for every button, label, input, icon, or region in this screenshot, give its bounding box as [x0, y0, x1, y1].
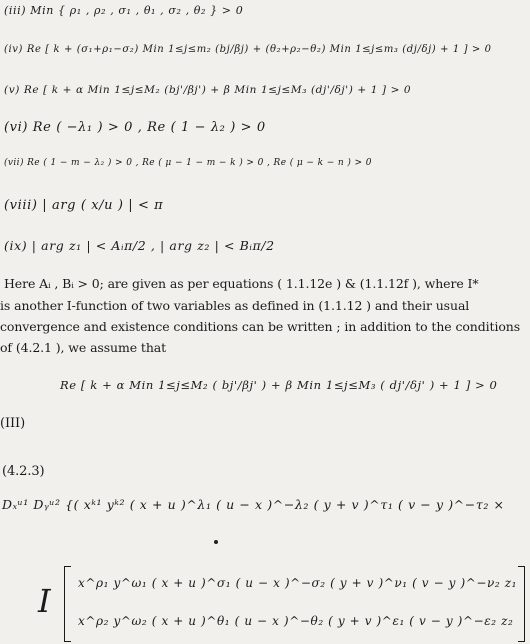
- matrix-symbol: I: [38, 582, 51, 620]
- right-bracket: [518, 566, 525, 642]
- condition-v: (v) Re [ k + α Min 1≤j≤M₂ (bj'/βj') + β Min 1≤j≤M₃ (dj'/δj') + 1 ] > 0: [4, 84, 412, 96]
- operator-expression: Dₓᵘ¹ Dᵧᵘ² {( xᵏ¹ yᵏ² ( x + u )^λ₁ ( u − x )^−λ₂ ( y + v )^τ₁ ( v − y )^−τ₂ ×: [2, 497, 505, 512]
- main-condition-equation: Re [ k + α Min 1≤j≤M₂ ( bj'/βj' ) + β Min 1≤j≤M₃ ( dj'/δj' ) + 1 ] > 0: [60, 378, 498, 392]
- condition-ix: (ix) | arg z₁ | < Aᵢπ/2 , | arg z₂ | < Bᵢπ/2: [4, 238, 275, 253]
- paragraph-line-1: Here Aᵢ , Bᵢ > 0; are given as per equations ( 1.1.12e ) & (1.1.12f ), where I*: [4, 276, 479, 291]
- condition-vii: (vii) Re ( 1 − m − λ₂ ) > 0 , Re ( μ − 1 − m − k ) > 0 , Re ( μ − k − n ) > 0: [4, 158, 372, 168]
- marker-iii: (III): [0, 416, 26, 431]
- paragraph-line-4: of (4.2.1 ), we assume that: [0, 340, 167, 355]
- stray-dot: [214, 540, 218, 544]
- paragraph-line-3: convergence and existence conditions can be written ; in addition to the conditions: [0, 319, 521, 334]
- left-bracket: [64, 566, 71, 642]
- matrix-row-1: x^ρ₁ y^ω₁ ( x + u )^σ₁ ( u − x )^−σ₂ ( y + v )^ν₁ ( v − y )^−ν₂ z₁: [78, 576, 518, 590]
- equation-number: (4.2.3): [2, 464, 45, 479]
- condition-iv: (iv) Re [ k + (σ₁+ρ₁−σ₂) Min 1≤j≤m₂ (bj/βj) + (θ₂+ρ₂−θ₂) Min 1≤j≤m₃ (dj/δj) + 1 ] > 0: [4, 44, 492, 55]
- condition-vi: (vi) Re ( −λ₁ ) > 0 , Re ( 1 − λ₂ ) > 0: [4, 120, 266, 135]
- paragraph-line-2: is another I-function of two variables as defined in (1.1.12 ) and their usual: [0, 298, 470, 313]
- condition-viii: (viii) | arg ( x/u ) | < π: [4, 198, 164, 213]
- condition-iii: (iii) Min { ρ₁ , ρ₂ , σ₁ , θ₁ , σ₂ , θ₂ } > 0: [4, 4, 244, 17]
- matrix-row-2: x^ρ₂ y^ω₂ ( x + u )^θ₁ ( u − x )^−θ₂ ( y + v )^ε₁ ( v − y )^−ε₂ z₂: [78, 614, 514, 628]
